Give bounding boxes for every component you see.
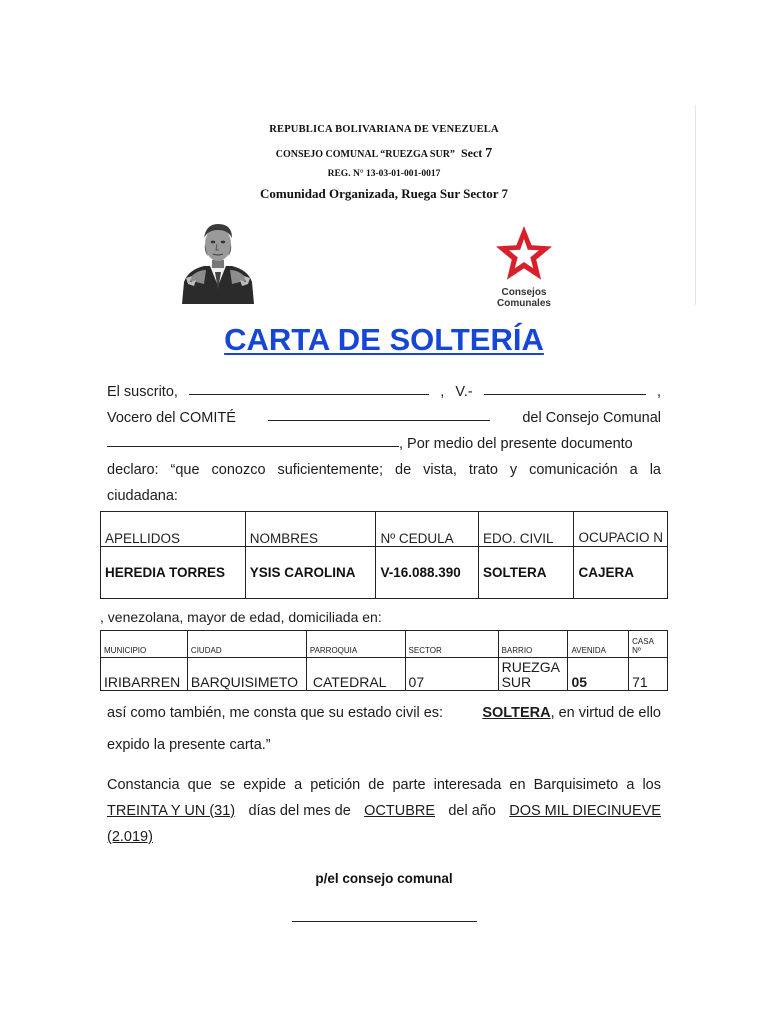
intro-line-5: ciudadana: xyxy=(107,488,178,504)
header-cell: SECTOR xyxy=(405,631,498,658)
value-cell: 07 xyxy=(405,658,498,691)
person-table xyxy=(100,511,668,599)
value-cell: CATEDRAL xyxy=(306,658,405,691)
header-cell: BARRIO xyxy=(498,631,568,658)
constancia-year-words: DOS MIL DIECINUEVE xyxy=(509,803,661,819)
header-cell: PARROQUIA xyxy=(306,631,405,658)
constancia-paragraph xyxy=(107,772,661,850)
logo-text-comunales: Comunales xyxy=(497,298,551,309)
header-consejo xyxy=(0,146,768,162)
header-cell: Nº CEDULA xyxy=(376,512,479,547)
intro-line-1: El suscrito, , V.- , xyxy=(107,379,661,405)
intro-line-3: , Por medio del presente documento xyxy=(107,431,661,457)
constancia-month: OCTUBRE xyxy=(364,803,436,819)
value-cell: SOLTERA xyxy=(478,547,574,599)
intro-line-2: Vocero del COMITÉ del Consejo Comunal xyxy=(107,405,661,431)
value-cell: BARQUISIMETO xyxy=(187,658,306,691)
value-cell: 05 xyxy=(568,658,629,691)
header-cell: MUNICIPIO xyxy=(101,631,188,658)
document-title: CARTA DE SOLTERÍA xyxy=(224,322,544,357)
address-table xyxy=(100,630,668,691)
header-cell: CASA Nº xyxy=(629,631,668,658)
header-cell: EDO. CIVIL xyxy=(478,512,574,547)
consejos-comunales-logo xyxy=(488,224,560,308)
value-cell: HEREDIA TORRES xyxy=(101,547,246,599)
header-cell: CIUDAD xyxy=(187,631,306,658)
constancia-line-2: TREINTA Y UN (31) días del mes de OCTUBRE del año DOS MIL DIECINUEVE xyxy=(107,798,661,824)
header-cell: AVENIDA xyxy=(568,631,629,658)
constancia-year-number: (2.019) xyxy=(107,829,153,845)
council-blank xyxy=(107,431,399,447)
person-table-row xyxy=(101,547,668,599)
id-blank xyxy=(484,379,646,395)
page-edge-divider xyxy=(695,105,696,305)
constancia-day: TREINTA Y UN (31) xyxy=(107,803,236,819)
committee-blank xyxy=(268,405,490,421)
header-cell: NOMBRES xyxy=(245,512,376,547)
value-cell: IRIBARREN xyxy=(101,658,188,691)
header-registration: REG. N° 13-03-01-001-0017 xyxy=(327,169,441,179)
bolivar-portrait-image xyxy=(182,220,254,304)
civil-status-value: SOLTERA xyxy=(482,705,551,721)
header-cell: OCUPACIO N xyxy=(574,512,668,547)
name-blank xyxy=(189,379,429,395)
value-cell: 71 xyxy=(629,658,668,691)
value-cell: RUEZGA SUR xyxy=(498,658,568,691)
value-cell: V-16.088.390 xyxy=(376,547,479,599)
header-republic: REPUBLICA BOLIVARIANA DE VENEZUELA xyxy=(269,124,499,135)
value-cell: YSIS CAROLINA xyxy=(245,547,376,599)
civil-line-2: expido la presente carta.” xyxy=(107,737,271,753)
signature-line xyxy=(292,920,477,922)
header-community: Comunidad Organizada, Ruega Sur Sector 7 xyxy=(260,186,508,201)
civil-line-1: así como también, me consta que su estado civil es: SOLTERA, en virtud de ello xyxy=(107,705,661,721)
civil-status-paragraph xyxy=(107,697,661,761)
person-table-header xyxy=(101,512,668,547)
header-consejo-name: CONSEJO COMUNAL “RUEZGA SUR” xyxy=(275,149,455,160)
value-cell: CAJERA xyxy=(574,547,668,599)
intro-line-4: declaro: “que conozco suficientemente; de vista, trato y comunicación a la xyxy=(107,462,661,478)
header-cell: APELLIDOS xyxy=(101,512,246,547)
header-sect: Sect 7 xyxy=(460,146,493,161)
signature-label: p/el consejo comunal xyxy=(315,871,453,886)
intro-paragraph xyxy=(107,379,661,509)
red-star-icon xyxy=(494,224,554,282)
address-table-row xyxy=(101,658,668,691)
address-table-header xyxy=(101,631,668,658)
logo-text-consejos: Consejos xyxy=(501,287,547,298)
domicile-text: , venezolana, mayor de edad, domiciliada en: xyxy=(100,609,382,625)
constancia-line-1: Constancia que se expide a petición de parte interesada en Barquisimeto a los xyxy=(107,777,661,793)
